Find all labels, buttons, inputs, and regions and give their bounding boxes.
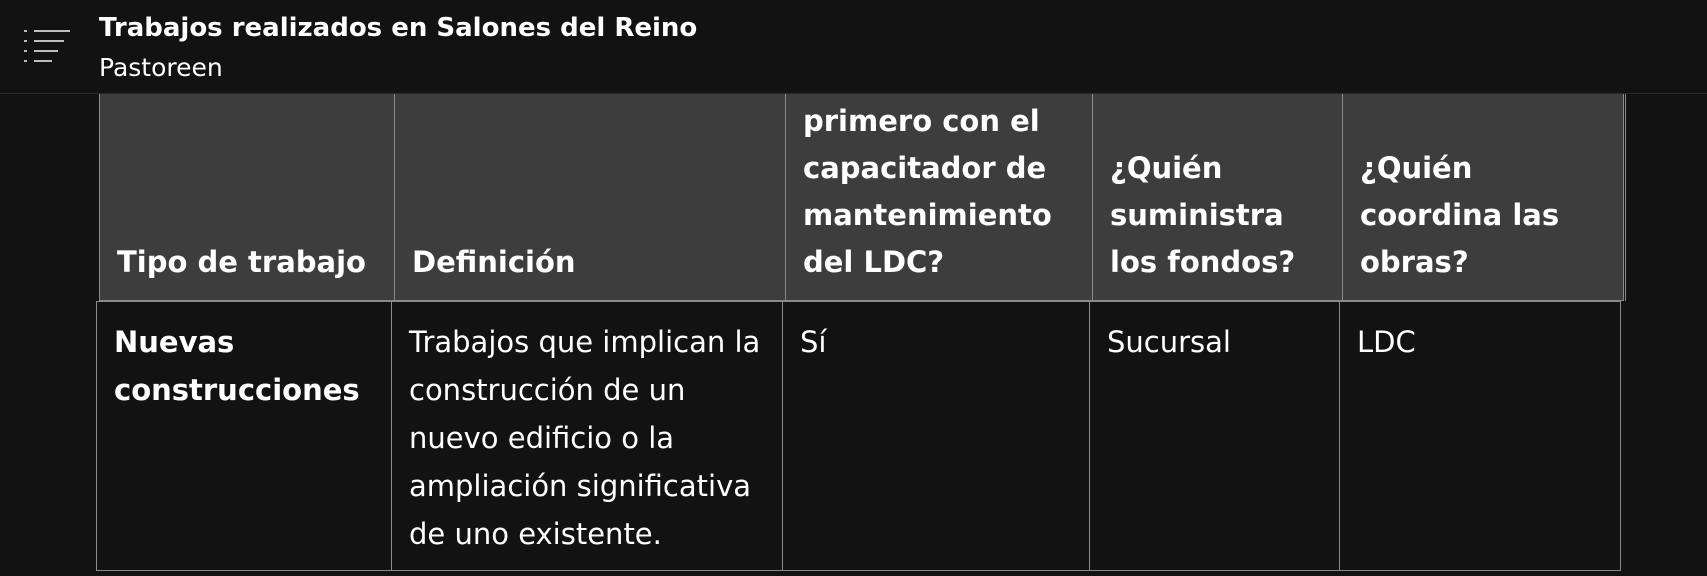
cell-text: Nuevas construcciones xyxy=(114,325,360,407)
list-menu-icon xyxy=(22,26,78,66)
cell-text: Sí xyxy=(800,325,827,359)
cell-text: Sucursal xyxy=(1107,325,1231,359)
column-header-label: Tipo de trabajo xyxy=(117,245,366,279)
cell-coordinates xyxy=(1339,301,1621,571)
table-header-row xyxy=(99,94,1623,301)
column-header-funds xyxy=(1092,94,1343,301)
cell-definition xyxy=(391,301,783,571)
column-header-label: primero con el capacitador de mantenimiento del LDC? xyxy=(803,104,1052,279)
page-subtitle: Pastoreen xyxy=(99,53,223,82)
column-header-consult xyxy=(785,94,1093,301)
cell-type xyxy=(96,301,392,571)
column-header-definition xyxy=(394,94,786,301)
column-header-label: ¿Quién suministra los fondos? xyxy=(1110,151,1296,279)
header-right-edge xyxy=(1625,94,1707,301)
cell-text: Trabajos que implican la construcción de un nuevo edificio o la ampliación significativa de uno existente. xyxy=(409,325,761,551)
table-row xyxy=(96,301,1620,571)
column-header-type xyxy=(99,94,395,301)
work-types-table xyxy=(0,94,1707,576)
page-title: Trabajos realizados en Salones del Reino xyxy=(99,13,698,43)
menu-button[interactable] xyxy=(22,26,78,66)
column-header-coordinates xyxy=(1342,94,1624,301)
app-header xyxy=(0,0,1707,94)
cell-consult xyxy=(782,301,1090,571)
cell-text: LDC xyxy=(1357,325,1416,359)
column-header-label: Definición xyxy=(412,245,576,279)
cell-funds xyxy=(1089,301,1340,571)
column-header-label: ¿Quién coordina las obras? xyxy=(1360,151,1560,279)
